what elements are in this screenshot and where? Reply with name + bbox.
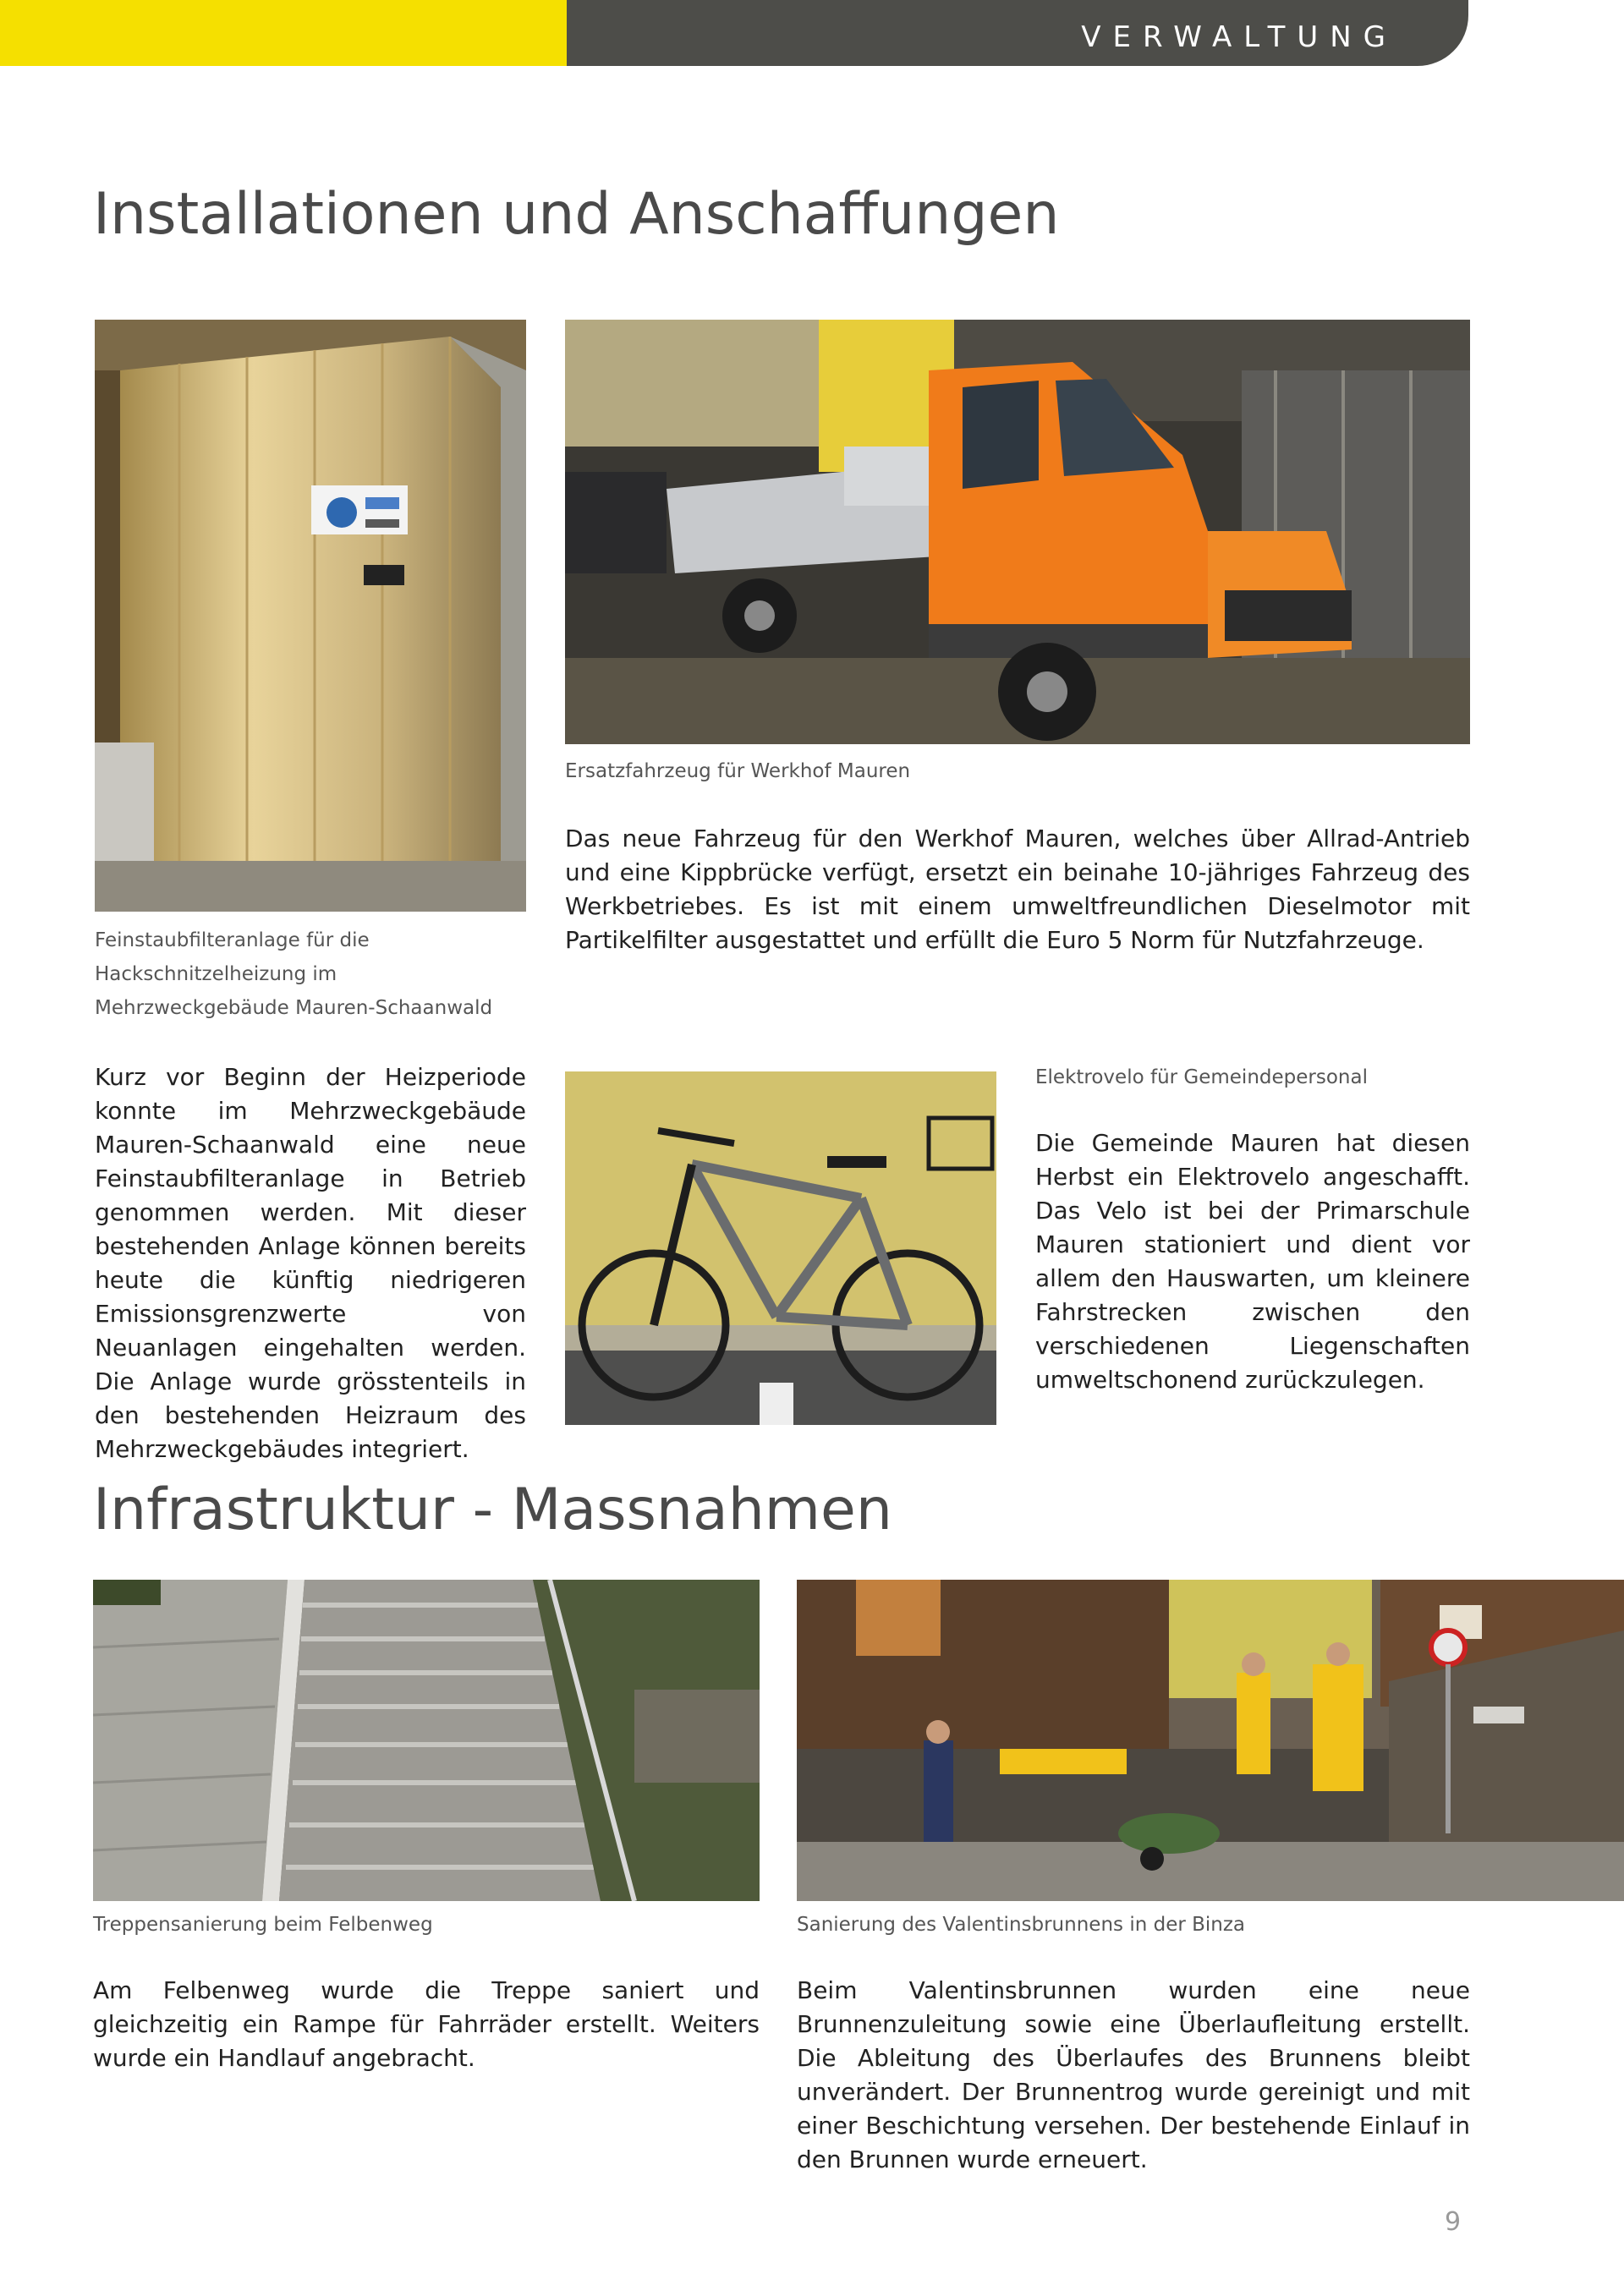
header-accent-bar: [0, 0, 567, 66]
fountain-photo: [797, 1580, 1624, 1901]
section-heading-installations: Installationen und Anschaffungen: [93, 181, 1060, 248]
filter-photo: [95, 320, 526, 912]
stairs-text: Am Felbenweg wurde die Treppe saniert und gleichzeitig ein Rampe für Fahrräder erstellt. Weiters wurde ein Handlauf angebracht.: [93, 1976, 760, 2072]
ebike-photo: [565, 1071, 996, 1425]
truck-photo: [565, 320, 1470, 744]
fountain-caption: Sanierung des Valentinsbrunnens in der Binza: [797, 1914, 1246, 1936]
ebike-text: Die Gemeinde Mauren hat diesen Herbst ein Elektrovelo angeschafft. Das Velo ist bei der Primarschule Mauren stationiert und dient vor allem den Hauswarten, um kleinere Fahrstrecken zwischen den verschiedenen Liegenschaften umweltschonend zurückzulegen.: [1035, 1129, 1470, 1394]
fountain-text: Beim Valentinsbrunnen wurden eine neue Brunnenzuleitung sowie eine Überlaufleitung erstellt. Die Ableitung des Überlaufes des Brunnens bleibt unverändert. Der Brunnentrog wurde gereinigt und mit einer Beschichtung versehen. Der bestehende Einlauf in den Brunnen wurde erneuert.: [797, 1976, 1470, 2173]
truck-caption: Ersatzfahrzeug für Werkhof Mauren: [565, 760, 911, 782]
stairs-caption: Treppensanierung beim Felbenweg: [93, 1914, 433, 1936]
section-label: VERWALTUNG: [1081, 20, 1397, 54]
ebike-caption: Elektrovelo für Gemeindepersonal: [1035, 1066, 1368, 1088]
filter-text: Kurz vor Beginn der Heizperiode konnte im Mehrzweckgebäude Mauren-Schaanwald eine neue Feinstaubfilteranlage in Betrieb genommen werden. Mit dieser bestehenden Anlage können bereits heute die künftig niedrigeren Emissionsgrenzwerte von Neuanlagen eingehalten werden. Die Anlage wurde grösstenteils in den bestehenden Heizraum des Mehrzweckgebäudes integriert.: [95, 1063, 526, 1463]
section-heading-infrastructure: Infrastruktur - Massnahmen: [93, 1477, 892, 1543]
stairs-photo: [93, 1580, 760, 1901]
page-number: 9: [1445, 2207, 1462, 2237]
filter-caption: Feinstaubfilteranlage für die Hackschnitzelheizung im Mehrzweckgebäude Mauren-Schaanwald: [95, 929, 493, 1019]
truck-text: Das neue Fahrzeug für den Werkhof Mauren, welches über Allrad-Antrieb und eine Kippbrücke verfügt, ersetzt ein beinahe 10-jähriges Fahrzeug des Werkbetriebes. Es ist mit einem umweltfreundlichen Dieselmotor mit Partikelfilter ausgestattet und erfüllt die Euro 5 Norm für Nutzfahrzeuge.: [565, 825, 1470, 954]
